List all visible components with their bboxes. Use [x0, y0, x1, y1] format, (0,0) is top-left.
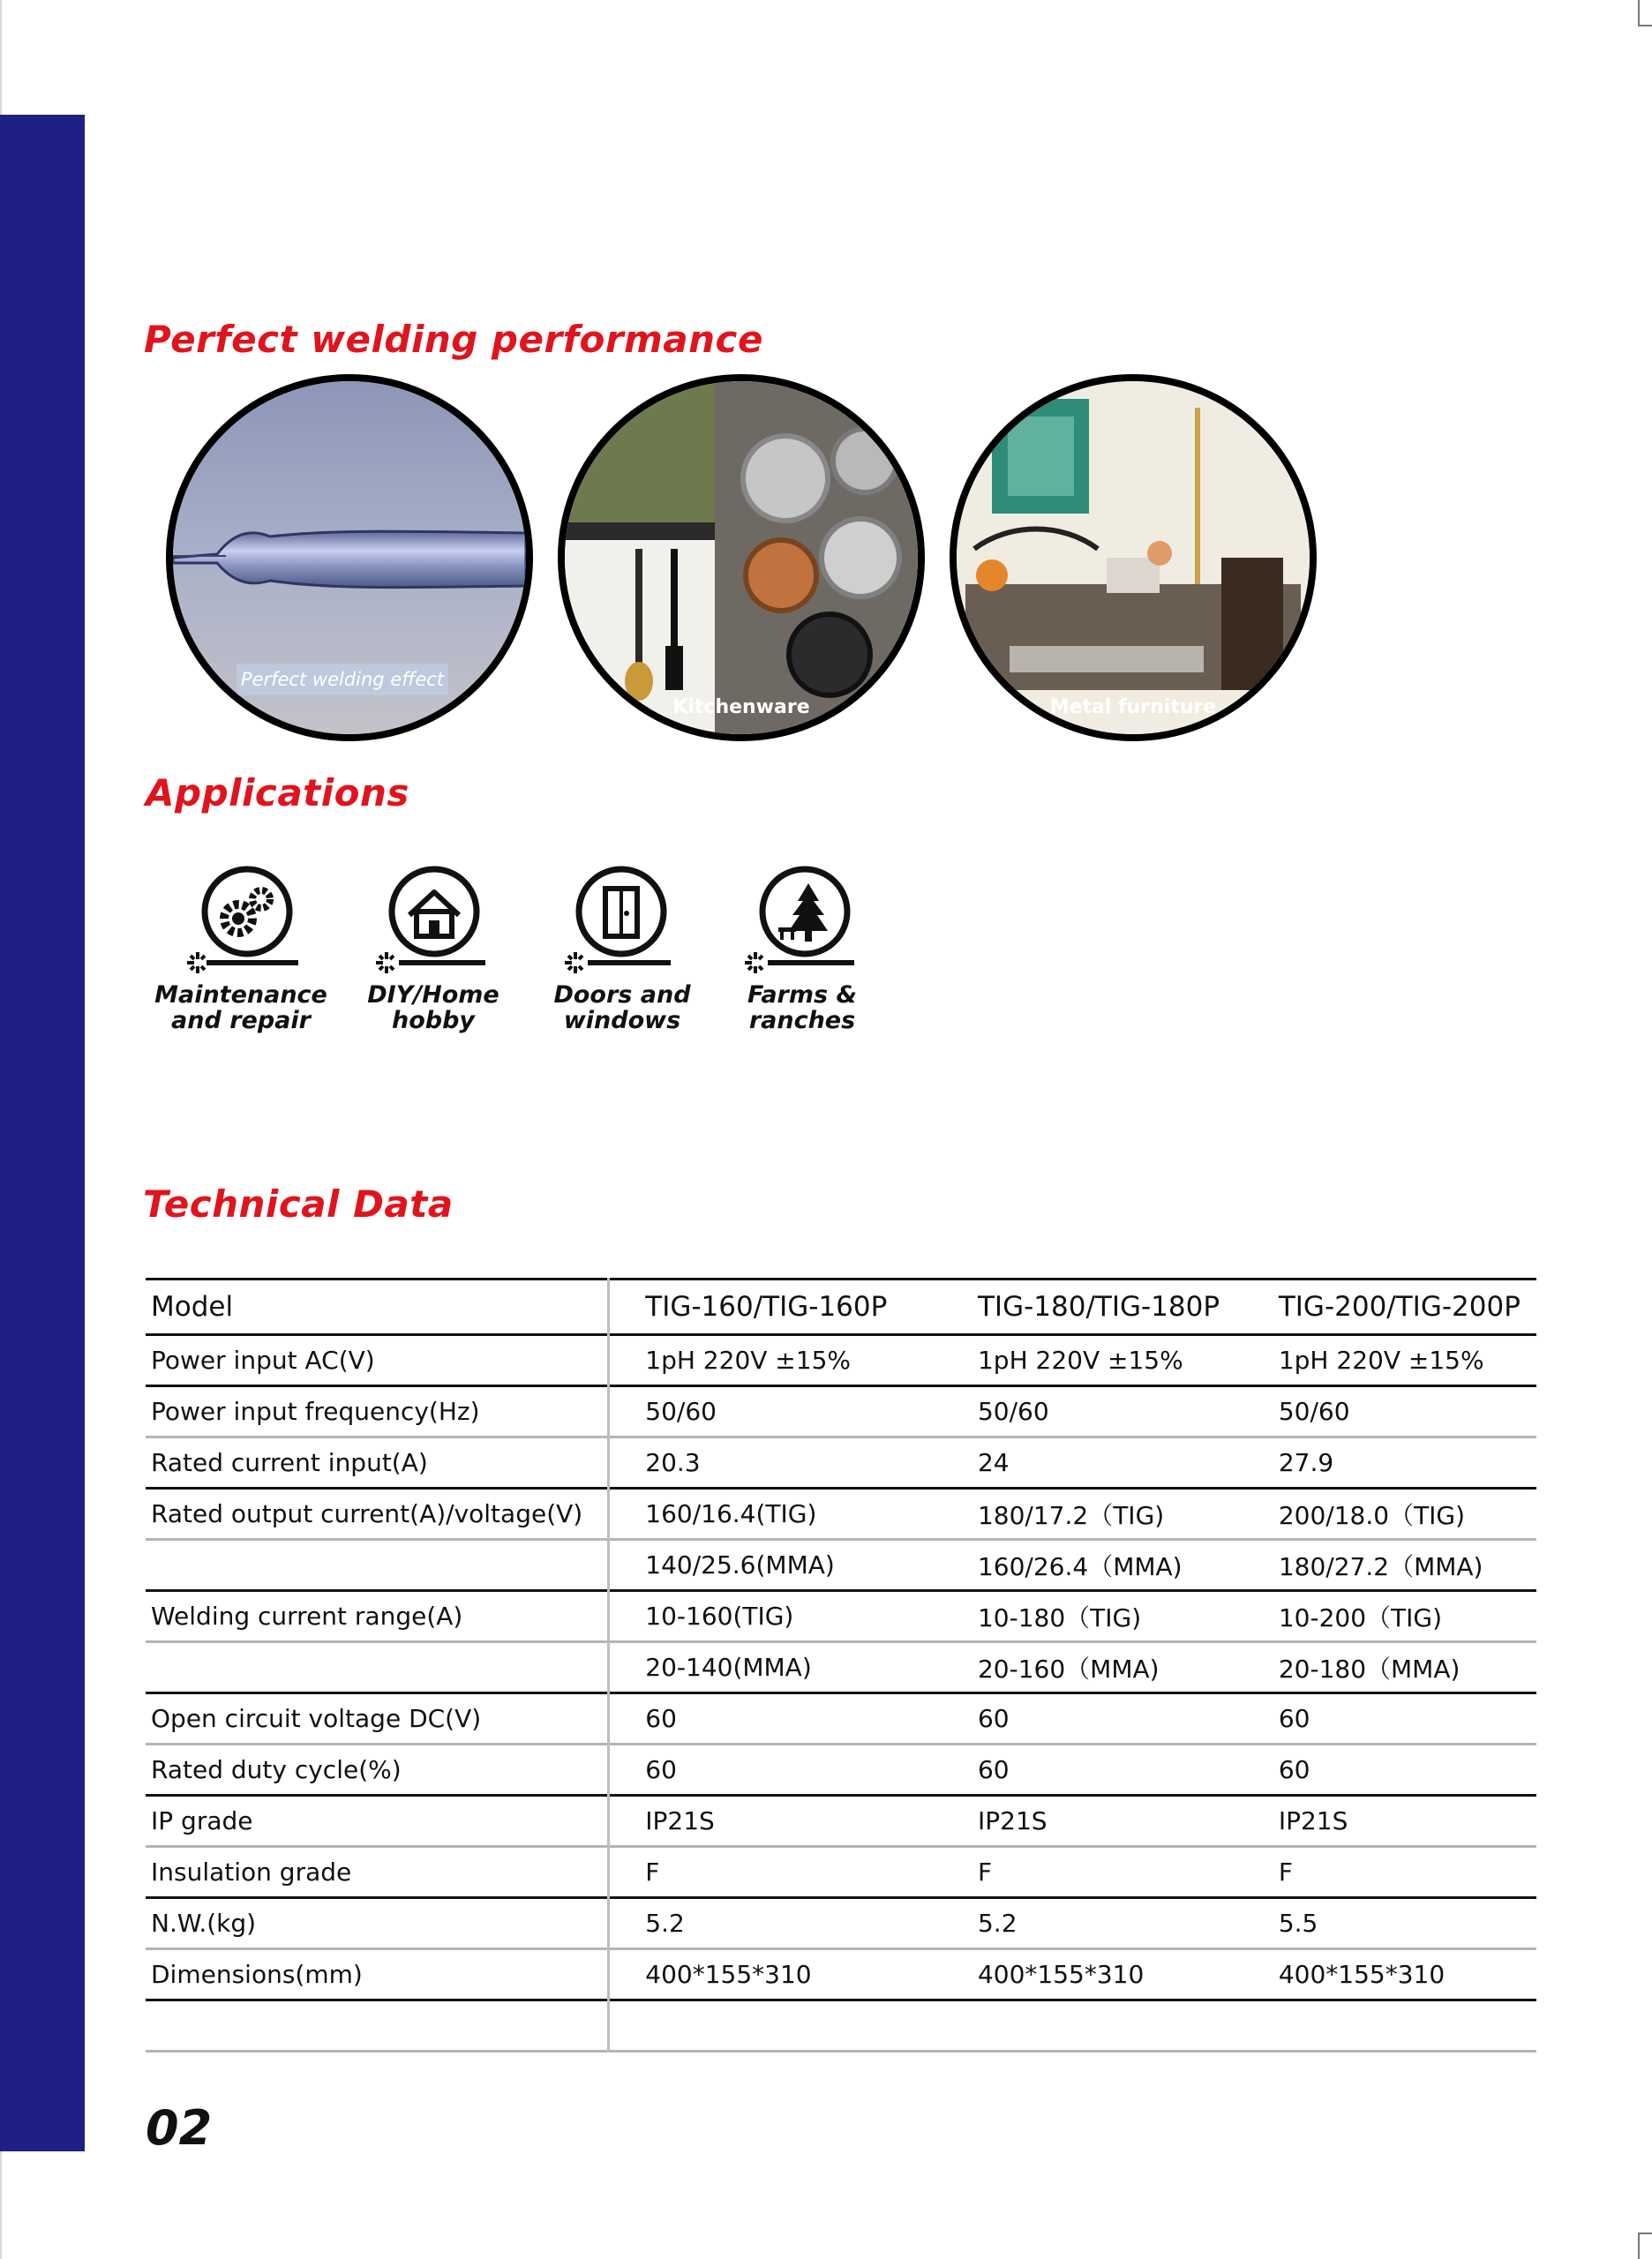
- table-cell: 400*155*310: [977, 1960, 1145, 1989]
- kitchenware-image: [565, 381, 918, 734]
- table-cell: 20-180（MMA): [1278, 1654, 1461, 1684]
- table-row: [146, 1745, 1536, 1796]
- door-icon: [529, 860, 715, 984]
- table-cell: 20-140(MMA): [645, 1653, 812, 1682]
- table-cell: 20-160（MMA): [977, 1654, 1160, 1684]
- technical-title: Technical Data: [143, 1182, 454, 1226]
- table-cell: 180/17.2（TIG): [977, 1500, 1165, 1530]
- house-icon: [341, 860, 526, 984]
- application-diy: [341, 860, 526, 1037]
- gears-icon: [148, 860, 334, 984]
- table-cell: Power input frequency(Hz): [146, 1386, 609, 1437]
- table-cell: F: [977, 1857, 993, 1887]
- crop-mark-bottom-right: [1638, 2233, 1640, 2259]
- header-cell: Model: [146, 1280, 609, 1335]
- table-cell: IP grade: [146, 1796, 609, 1847]
- table-cell: 60: [645, 1704, 677, 1733]
- table-cell: 400*155*310: [1278, 1960, 1446, 1989]
- crop-mark-top-right-h: [1638, 25, 1652, 26]
- table-cell: Rated current input(A): [146, 1437, 609, 1489]
- table-cell: 1pH 220V ±15%: [977, 1346, 1183, 1375]
- table-cell: 400*155*310: [645, 1960, 812, 1989]
- table-cell: [146, 1642, 609, 1693]
- table-row: [146, 1898, 1536, 1949]
- applications-title: Applications: [146, 771, 409, 814]
- table-row: [146, 1847, 1536, 1898]
- crop-mark-top-right: [1638, 0, 1640, 26]
- table-cell: Rated duty cycle(%): [146, 1745, 609, 1796]
- table-cell: Welding current range(A): [146, 1591, 609, 1642]
- table-cell: Insulation grade: [146, 1847, 609, 1898]
- table-cell: 200/18.0（TIG): [1278, 1500, 1466, 1530]
- photo-kitchenware: [558, 374, 925, 741]
- table-cell: 50/60: [1278, 1397, 1350, 1426]
- table-cell: 5.5: [1278, 1909, 1318, 1938]
- table-cell: IP21S: [977, 1806, 1048, 1835]
- table-row: [146, 1386, 1536, 1437]
- table-cell: Power input AC(V): [146, 1335, 609, 1386]
- table-cell: 27.9: [1278, 1448, 1334, 1477]
- header-cell: TIG-180/TIG-180P: [977, 1291, 1220, 1323]
- application-maintenance: [148, 860, 334, 1037]
- photo-caption: Perfect welding effect: [237, 664, 448, 695]
- photo-caption: Kitchenware: [672, 696, 810, 718]
- table-cell: 60: [977, 1755, 1010, 1784]
- table-row: [146, 1796, 1536, 1847]
- table-cell: 1pH 220V ±15%: [645, 1346, 852, 1375]
- photo-caption: Metal furniture: [1049, 696, 1217, 718]
- table-row: [146, 1591, 1536, 1642]
- table-cell: 60: [977, 1704, 1010, 1733]
- application-label: Farms & ranches: [747, 981, 858, 1034]
- table-cell: 60: [645, 1755, 677, 1784]
- header-cell: TIG-160/TIG-160P: [645, 1291, 888, 1323]
- table-cell: 10-180（TIG): [977, 1602, 1142, 1632]
- metal-furniture-image: [957, 381, 1310, 734]
- photo-metal-furniture: [950, 374, 1317, 741]
- table-cell: 60: [1278, 1704, 1310, 1733]
- table-cell: [146, 2000, 609, 2052]
- table-cell: [1273, 2000, 1536, 2052]
- table-cell: 160/26.4（MMA): [977, 1551, 1183, 1581]
- table-cell: F: [645, 1857, 660, 1887]
- performance-title: Perfect welding performance: [144, 318, 763, 361]
- table-cell: 5.2: [977, 1909, 1017, 1938]
- table-cell: Dimensions(mm): [146, 1949, 609, 2000]
- table-cell: 20.3: [645, 1448, 701, 1477]
- table-header-row: [146, 1280, 1536, 1335]
- table-row: [146, 1437, 1536, 1489]
- table-cell: 24: [977, 1448, 1010, 1477]
- table-cell: 50/60: [645, 1397, 717, 1426]
- table-cell: Open circuit voltage DC(V): [146, 1693, 609, 1745]
- table-cell: 5.2: [645, 1909, 685, 1938]
- table-row: [146, 1642, 1536, 1693]
- table-cell: 180/27.2（MMA): [1278, 1551, 1483, 1581]
- table-cell: 10-200（TIG): [1278, 1602, 1443, 1632]
- technical-data-table: [146, 1278, 1536, 2053]
- application-doors: [529, 860, 715, 1037]
- table-cell: [146, 1540, 609, 1591]
- crop-mark-bottom-right-h: [1638, 2233, 1652, 2234]
- page-number: 02: [146, 2100, 213, 2156]
- table-cell: 10-160(TIG): [645, 1602, 794, 1631]
- table-cell: 1pH 220V ±15%: [1278, 1346, 1484, 1375]
- application-label: Maintenance and repair: [154, 981, 327, 1034]
- application-label: Doors and windows: [553, 981, 691, 1034]
- table-cell: 60: [1278, 1755, 1310, 1784]
- table-cell: 50/60: [977, 1397, 1049, 1426]
- table-cell: 160/16.4(TIG): [645, 1499, 817, 1528]
- table-cell: [942, 2000, 1273, 2052]
- table-cell: N.W.(kg): [146, 1898, 609, 1949]
- table-cell: [609, 2000, 942, 2052]
- table-row: [146, 1693, 1536, 1745]
- table-cell: IP21S: [645, 1806, 715, 1835]
- table-cell: Rated output current(A)/voltage(V): [146, 1489, 609, 1540]
- table-row: [146, 1335, 1536, 1386]
- table-row: [146, 1489, 1536, 1540]
- table-cell: IP21S: [1278, 1806, 1348, 1835]
- table-row: [146, 2000, 1536, 2052]
- tree-icon: [710, 860, 895, 984]
- table-cell: F: [1278, 1857, 1293, 1887]
- table-row: [146, 1949, 1536, 2000]
- table-cell: 140/25.6(MMA): [645, 1550, 835, 1580]
- table-row: [146, 1540, 1536, 1591]
- header-cell: TIG-200/TIG-200P: [1278, 1291, 1521, 1323]
- application-label: DIY/Home hobby: [367, 981, 499, 1034]
- side-bar: [0, 115, 85, 2151]
- photo-welding-effect: [166, 374, 533, 741]
- application-farms: [710, 860, 895, 1037]
